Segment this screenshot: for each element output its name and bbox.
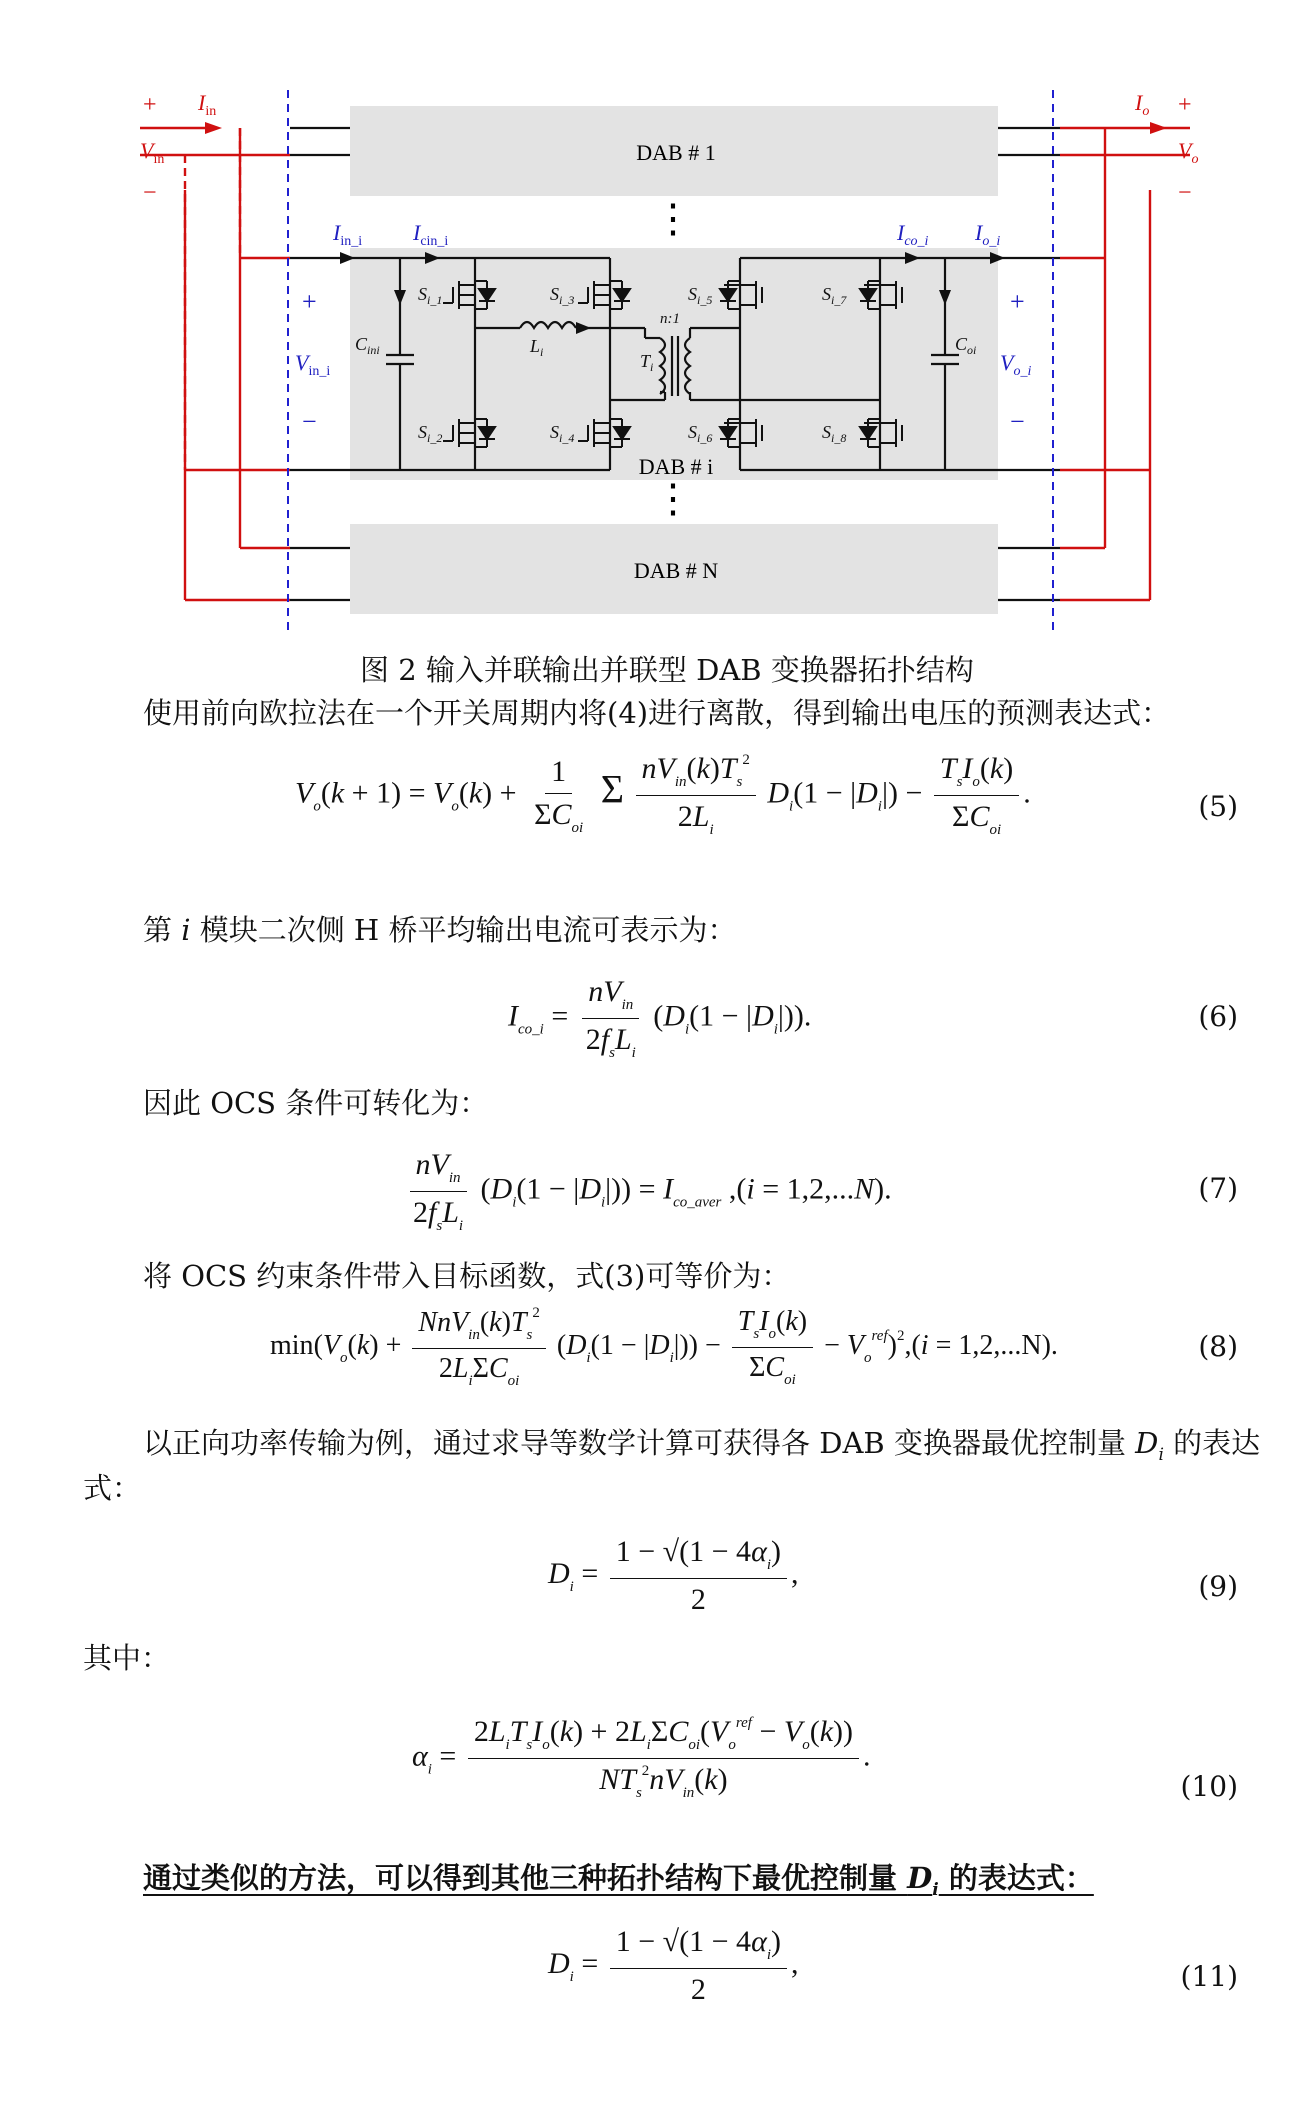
io-i-label: $I_{o\_i}$ <box>975 220 1001 249</box>
equation-11: $D_i$ = $\frac{1 - √(1 - 4\alpha_i)}{2}$ , <box>548 1925 799 2006</box>
dab1-label: DAB # 1 <box>636 140 716 165</box>
figure-caption: 图 2 输入并联输出并联型 DAB 变换器拓扑结构 <box>360 653 974 687</box>
equation-number-11: (11) <box>1180 1960 1238 1993</box>
dots-bottom: ⋮ <box>653 476 693 521</box>
s1-label: $S_{i\_1}$ <box>418 284 443 307</box>
vin-i-label: $V_{in\_i}$ <box>295 350 331 379</box>
paragraph-2: 第 i 模块二次侧 H 桥平均输出电流可表示为： <box>143 913 737 947</box>
paragraph-1: 使用前向欧拉法在一个开关周期内将(4)进行离散，得到输出电压的预测表达式： <box>143 696 1171 730</box>
s4-label: $S_{i\_4}$ <box>550 422 575 445</box>
coi-label: $C_{oi}$ <box>955 334 977 357</box>
equation-7: $\frac{nV_{in}}{2f_sL_i}$ $(D_i(1 - |D_i|)) = I_{co\_aver}$ ,(i = 1,2,...N). <box>403 1148 892 1235</box>
ico-i-label: $I_{co\_i}$ <box>897 220 929 249</box>
vo-plus: + <box>1178 92 1192 118</box>
cini-label: $C_{ini}$ <box>355 334 380 357</box>
s6-label: $S_{i\_6}$ <box>688 422 713 445</box>
dots-top: ⋮ <box>653 196 693 241</box>
equation-8: $\min(V_o(k)$ + $\frac{NnV_{in}(k)T_s^2}{2L_i\Sigma C_{oi}}$ $(D_i(1 - |D_i|))$ − $\frac{T_sI_o(k)}{\Sigma C_{oi}}$ − $V_o^{ref})^2,(i = 1,2,...N)$. <box>270 1305 1058 1389</box>
vin-i-plus: + <box>302 287 317 316</box>
dabN-label: DAB # N <box>633 558 719 583</box>
vo-i-label: $V_{o\_i}$ <box>1000 350 1032 379</box>
io-label: $I_o$ <box>1135 90 1150 119</box>
paragraph-4: 将 OCS 约束条件带入目标函数，式(3)可等价为： <box>143 1259 791 1293</box>
vo-i-minus: − <box>1010 407 1025 436</box>
s7-label: $S_{i\_7}$ <box>822 284 847 307</box>
vo-i-plus: + <box>1010 287 1025 316</box>
vin-plus: + <box>143 92 157 118</box>
dabi-block <box>350 248 998 480</box>
paragraph-7: 通过类似的方法，可以得到其他三种拓扑结构下最优控制量 $D_i$ 的表达式： <box>143 1861 1094 1900</box>
s2-label: $S_{i\_2}$ <box>418 422 443 445</box>
s3-label: $S_{i\_3}$ <box>550 284 575 307</box>
dab-topology-figure <box>0 0 1313 650</box>
equation-number-5: (5) <box>1198 790 1238 823</box>
paragraph-5: 以正向功率传输为例，通过求导等数学计算可获得各 DAB 变换器最优控制量 $D_i$ 的表达 <box>143 1426 1261 1465</box>
iin-label: $I_{in}$ <box>198 90 217 119</box>
paragraph-3: 因此 OCS 条件可转化为： <box>143 1086 489 1120</box>
iin-arrow <box>205 122 222 134</box>
vin-i-minus: − <box>302 407 317 436</box>
io-arrow <box>1150 122 1167 134</box>
equation-6: $I_{co\_i}$ = $\frac{nV_{in}}{2f_sL_i}$ $(D_i(1 - |D_i|))$. <box>508 975 812 1061</box>
icin-i-label: $I_{cin\_i}$ <box>413 220 449 249</box>
vo-minus: − <box>1178 180 1192 206</box>
ti-label: $T_i$ <box>640 351 654 374</box>
equation-10: $\alpha_i$ = $\frac{2L_iT_sI_o(k) + 2L_i\Sigma C_{oi}(V_o^{ref} - V_o(k))}{NT_s^2nV_{in}(k)}$ . <box>412 1715 871 1801</box>
input-bus <box>140 128 290 600</box>
vo-label: $V_o$ <box>1178 138 1199 167</box>
equation-number-8: (8) <box>1198 1330 1238 1363</box>
iin-i-label: $I_{in\_i}$ <box>333 220 363 249</box>
output-bus <box>1060 128 1190 600</box>
vin-label: $V_{in}$ <box>140 138 165 167</box>
equation-number-6: (6) <box>1198 1000 1238 1033</box>
equation-9: $D_i$ = $\frac{1 - √(1 - 4\alpha_i)}{2}$ , <box>548 1535 799 1616</box>
s8-label: $S_{i\_8}$ <box>822 422 847 445</box>
ratio-label: n:1 <box>660 311 680 327</box>
equation-number-10: (10) <box>1180 1770 1238 1803</box>
paragraph-6: 其中： <box>83 1641 171 1675</box>
vin-minus: − <box>143 180 157 206</box>
paragraph-5-cont: 式： <box>83 1471 142 1505</box>
li-label: $L_i$ <box>530 336 544 359</box>
dabi-label: DAB # i <box>638 454 714 479</box>
equation-number-9: (9) <box>1198 1570 1238 1603</box>
equation-5: $V_o(k + 1) = V_o(k)$ + $\frac{1}{\Sigma C_{oi}}$ Σ $\frac{nV_{in}(k)T_s^2}{2L_i}$ $D_i(1 - |D_i|)$ − $\frac{T_sI_o(k)}{\Sigma C_{oi}}$ . <box>295 752 1031 838</box>
equation-number-7: (7) <box>1198 1172 1238 1205</box>
s5-label: $S_{i\_5}$ <box>688 284 713 307</box>
